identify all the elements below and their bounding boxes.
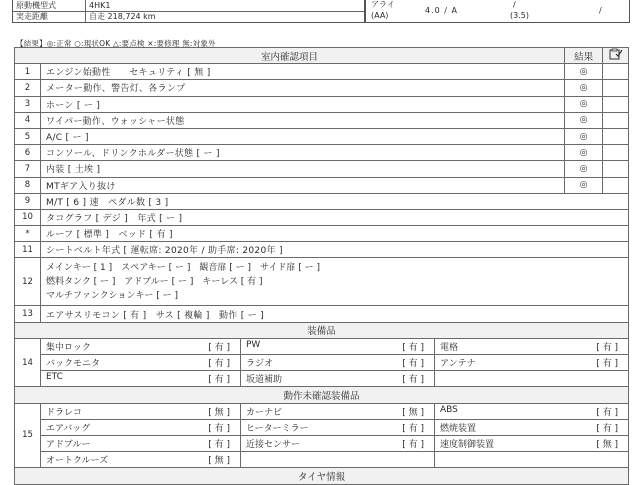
equipment-value: [ 有 ] [402,375,424,386]
unverified-equipment-cell [41,435,241,451]
unverified-equipment-value: [ 有 ] [208,423,230,434]
unverified-equipment-value: [ 有 ] [596,423,619,434]
equipment-cell [241,338,435,354]
check-row [15,145,629,161]
check-item: 内装 [ 土埃 ] [41,161,565,177]
slash-2: / [599,6,602,15]
result-mark: ◎ [565,64,603,80]
unverified-equipment-cell [435,419,629,435]
result-mark: ◎ [565,128,603,144]
vehicle-info-box [12,0,366,23]
unverified-equipment-cell [435,452,629,468]
row-number: 14 [15,338,41,387]
equipment-label: ラジオ [246,359,274,369]
model-value: 4HK1 [89,1,111,10]
equipment-label: PW [246,339,261,350]
unverified-equipment-label: 速度制御装置 [440,439,495,450]
note-cell [603,96,629,112]
equipment-cell [41,338,241,354]
unverified-equipment-label: ヒーターミラー [246,423,309,434]
check-row [15,128,629,144]
note-cell [603,177,629,193]
room-check-header: 室内確認項目 [15,48,565,64]
equipment-value: [ 有 ] [596,359,619,369]
result-mark: ◎ [565,80,603,96]
unverified-equipment-cell [41,419,241,435]
unverified-equipment-label: ABS [440,404,458,415]
equipment-cell [435,338,629,354]
model-label: 原動機型式 [16,1,56,10]
result-mark: ◎ [565,177,603,193]
note-cell [603,128,629,144]
unverified-equipment-cell [435,435,629,451]
check-row [15,64,629,80]
keys-line-3: マルチファンクションキー [ ー ] [46,290,179,301]
row-number: 6 [15,145,41,161]
equipment-cell [41,371,241,387]
check-item: ワイパー動作、ウォッシャー状態 [41,112,565,128]
equipment-value: [ 有 ] [208,375,230,386]
unverified-equipment-cell [241,452,435,468]
row-number: 10 [15,209,41,225]
row-number: 12 [15,258,41,306]
check-row [15,96,629,112]
keys-line-2: 燃料タンク [ ー ] アドブルー [ ー ] キーレス [ 有 ] [46,276,263,287]
equipment-label: 坂道補助 [246,375,283,386]
note-cell [603,145,629,161]
inspection-table [14,47,629,485]
check-item: ルーフ [ 標準 ] ベッド [ 有 ] [41,226,629,242]
equipment-value: [ 有 ] [208,359,230,369]
check-item: エンジン始動性 セキュリティ [ 無 ] [41,64,565,80]
keys-row [41,258,629,306]
check-item: シートベルト年式 [ 運転席: 2020年 / 助手席: 2020年 ] [41,242,629,258]
unverified-equipment-header: 動作未確認装備品 [15,387,629,403]
unverified-equipment-cell [435,403,629,419]
row-number: 1 [15,64,41,80]
unverified-equipment-label: 近接センサー [246,439,301,450]
unverified-equipment-label: エアバッグ [46,423,91,434]
check-row [15,193,629,209]
equipment-cell [435,355,629,371]
check-row [15,80,629,96]
unverified-equipment-label: アドブルー [46,439,91,450]
result-mark: ◎ [565,112,603,128]
mileage-label: 実走距離 [16,12,48,21]
unverified-equipment-cell [241,419,435,435]
check-row [15,242,629,258]
row-number: 8 [15,177,41,193]
result-header: 結果 [565,48,603,64]
unverified-equipment-value: [ 無 ] [208,456,230,467]
row-number: * [15,226,41,242]
check-item: M/T [ 6 ] 速 ペダル数 [ 3 ] [41,193,629,209]
unverified-equipment-value: [ 無 ] [208,407,230,418]
check-row [15,209,629,225]
row-number: 7 [15,161,41,177]
unverified-equipment-value: [ 有 ] [596,407,619,418]
equipment-cell [41,355,241,371]
slash-1: / [513,0,516,9]
equipment-cell [241,371,435,387]
result-mark: ◎ [565,161,603,177]
result-mark: ◎ [565,145,603,161]
sub-value: (3.5) [510,11,529,20]
equipment-label: アンテナ [440,359,476,369]
equipment-row [15,371,629,387]
row-number: 2 [15,80,41,96]
equipment-label: 電格 [440,342,459,353]
check-item: メーター動作、警告灯、各ランプ [41,80,565,96]
equipment-label: バックモニタ [46,359,101,369]
check-row [15,226,629,242]
unverified-equipment-row [15,435,629,451]
unverified-equipment-label: オートクルーズ [46,456,109,467]
check-item: コンソール、ドリンクホルダー状態 [ ー ] [41,145,565,161]
result-mark: ◎ [565,96,603,112]
clipboard-check-icon[interactable] [603,48,629,64]
check-row [15,161,629,177]
row-number: 4 [15,112,41,128]
note-cell [603,161,629,177]
note-cell [603,112,629,128]
air-suspension-row: エアサスリモコン [ 有 ] サス [ 複輪 ] 動作 [ ー ] [41,306,629,322]
row-number: 15 [15,403,41,468]
unverified-equipment-row [15,452,629,468]
alloy-label: アライ [371,0,395,9]
unverified-equipment-row [15,403,629,419]
note-cell [603,64,629,80]
equipment-row [15,338,629,354]
unverified-equipment-value: [ 無 ] [402,407,424,418]
rating-box [364,0,630,23]
row-number: 9 [15,193,41,209]
unverified-equipment-label: ドラレコ [46,407,83,418]
row-number: 5 [15,128,41,144]
mileage-value: 自走 218,724 km [89,12,156,21]
row-number: 11 [15,242,41,258]
unverified-equipment-row [15,419,629,435]
alloy-value: 4.0 / A [425,6,458,15]
equipment-value: [ 有 ] [402,342,424,353]
unverified-equipment-cell [241,435,435,451]
unverified-equipment-value: [ 無 ] [596,439,619,450]
alloy-sub: (AA) [371,11,389,20]
check-item: MTギア入り抜け [41,177,565,193]
unverified-equipment-cell [41,452,241,468]
equipment-label: 集中ロック [46,342,91,353]
equipment-cell [435,371,629,387]
check-row [15,112,629,128]
unverified-equipment-cell [241,403,435,419]
equipment-row [15,355,629,371]
equipment-header: 装備品 [15,322,629,338]
unverified-equipment-cell [41,403,241,419]
check-item: A/C [ ー ] [41,128,565,144]
unverified-equipment-value: [ 有 ] [402,423,424,434]
unverified-equipment-value: [ 有 ] [402,439,424,450]
note-cell [603,80,629,96]
equipment-label: ETC [46,372,63,383]
equipment-cell [241,355,435,371]
check-item: タコグラフ [ デジ ] 年式 [ ー ] [41,209,629,225]
equipment-value: [ 有 ] [596,342,619,353]
check-row [15,177,629,193]
keys-line-1: メインキー [ 1 ] スペアキー [ ー ] 観音扉 [ ー ] サイド扉 [ ー ] [46,262,320,273]
unverified-equipment-label: カーナビ [246,407,283,418]
row-number: 13 [15,306,41,322]
unverified-equipment-value: [ 有 ] [208,439,230,450]
unverified-equipment-label: 燃焼装置 [440,423,477,434]
check-item: ホーン [ ー ] [41,96,565,112]
equipment-value: [ 有 ] [208,342,230,353]
result-legend: 【結果】◎:正常 ○:現状OK △:要点検 ×:要修理 無:対象外 [16,39,216,48]
tire-info-header: タイヤ情報 [15,468,629,484]
equipment-value: [ 有 ] [402,359,424,369]
row-number: 3 [15,96,41,112]
